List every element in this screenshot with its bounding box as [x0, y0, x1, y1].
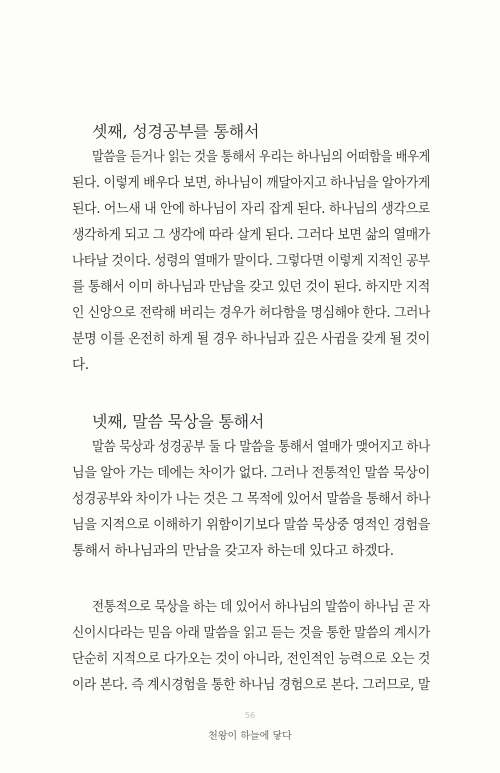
page-number: 56 [244, 711, 256, 720]
paragraph-line: 분명 이를 온전히 하게 될 경우 하나님과 깊은 사귐을 갖게 될 것이 [72, 331, 430, 347]
running-footer-title: 천왕이 하늘에 닿다 [208, 731, 292, 742]
paragraph-line: 성경공부와 차이가 나는 것은 그 목적에 있어서 말씀을 통해서 하나 [72, 491, 430, 507]
paragraph-line: 단순히 지적으로 다가오는 것이 아니라, 전인적인 능력으로 오는 것 [72, 651, 430, 667]
section-heading-3: 셋째, 성경공부를 통해서 [92, 122, 260, 141]
paragraph-line: 통해서 하나님과의 만남을 갖고자 하는데 있다고 하겠다. [72, 543, 394, 559]
paragraph-line: 다. [72, 357, 89, 373]
paragraph-line: 를 통해서 이미 하나님과 만남을 갖고 있던 것이 된다. 하지만 지적 [72, 279, 430, 295]
paragraph-line: 말씀을 듣거나 읽는 것을 통해서 우리는 하나님의 어떠함을 배우게 [92, 149, 431, 165]
paragraph-line: 된다. 이렇게 배우다 보면, 하나님이 깨달아지고 하나님을 알아가게 [72, 175, 430, 191]
section-heading-4: 넷째, 말씀 묵상을 통해서 [92, 412, 265, 431]
paragraph-line: 된다. 어느새 내 안에 하나님이 자리 잡게 된다. 하나님의 생각으로 [72, 201, 430, 217]
paragraph-line: 님을 지적으로 이해하기 위함이기보다 말씀 묵상중 영적인 경험을 [72, 517, 430, 533]
paragraph-line: 인 신앙으로 전락해 버리는 경우가 허다함을 명심해야 한다. 그러나 [72, 305, 430, 321]
paragraph-line: 님을 알아 가는 데에는 차이가 없다. 그러나 전통적인 말씀 묵상이 [72, 465, 430, 481]
paragraph-line: 이라 본다. 즉 계시경험을 통한 하나님 경험으로 본다. 그러므로, 말 [72, 677, 430, 693]
paragraph-line: 신이시다라는 믿음 아래 말씀을 읽고 듣는 것을 통한 말씀의 계시가 [72, 625, 430, 641]
paragraph-line: 말씀 묵상과 성경공부 둘 다 말씀을 통해서 열매가 맺어지고 하나 [92, 439, 430, 455]
paragraph-line: 전통적으로 묵상을 하는 데 있어서 하나님의 말씀이 하나님 곧 자 [92, 599, 430, 615]
paragraph-line: 생각하게 되고 그 생각에 따라 살게 된다. 그러다 보면 삶의 열매가 [72, 227, 430, 243]
paragraph-line: 나타날 것이다. 성령의 열매가 말이다. 그렇다면 이렇게 지적인 공부 [72, 253, 430, 269]
